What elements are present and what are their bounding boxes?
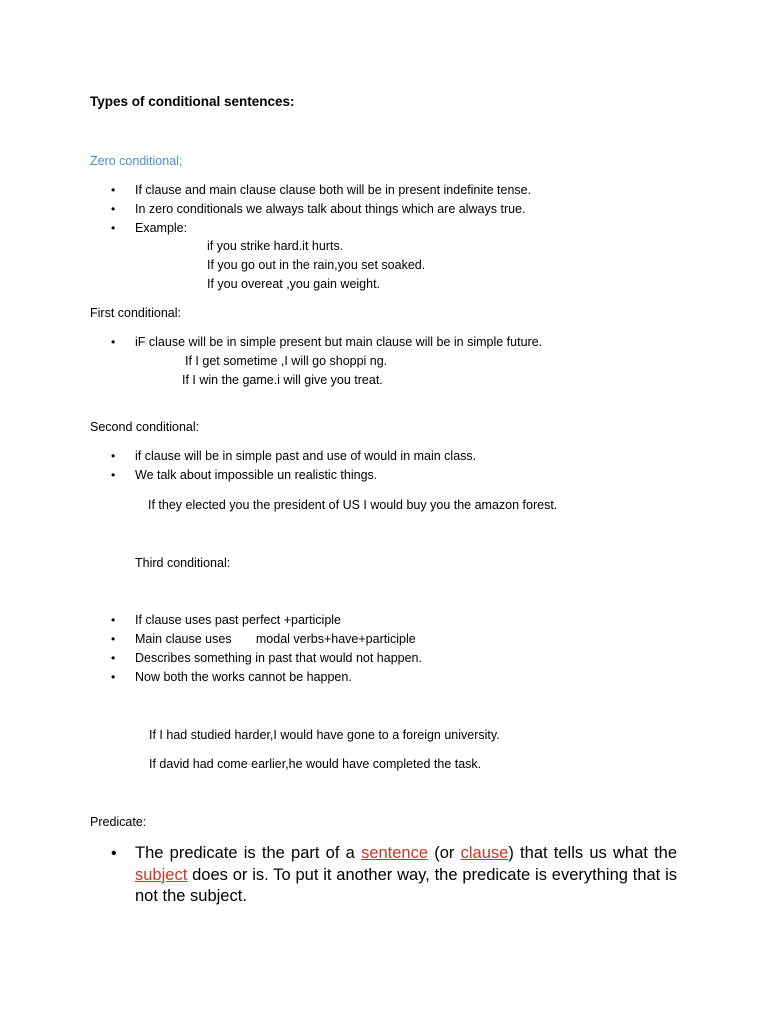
example-line: If you overeat ,you gain weight.	[207, 277, 381, 291]
second-conditional-title: Second conditional:	[90, 420, 200, 434]
predicate-paragraph	[135, 843, 677, 908]
zero-conditional-title: Zero conditional;	[90, 154, 183, 168]
link-sentence[interactable]: sentence	[361, 844, 429, 862]
link-clause[interactable]: clause	[460, 844, 509, 862]
example-line: If I get sometime ,I will go shoppi ng.	[185, 354, 388, 368]
page-title: Types of conditional sentences:	[90, 94, 295, 109]
example-line: If david had come earlier,he would have completed the task.	[149, 757, 482, 771]
list-item: If clause uses past perfect +participle	[135, 613, 342, 627]
third-conditional-title: Third conditional:	[135, 556, 231, 570]
list-item: If clause and main clause clause both will be in present indefinite tense.	[135, 183, 532, 197]
bullet-dot: •	[111, 221, 116, 235]
bullet-dot: •	[111, 335, 116, 349]
list-item: We talk about impossible un realistic things.	[135, 468, 378, 482]
list-item: Main clause uses modal verbs+have+participle	[135, 632, 416, 646]
bullet-dot: •	[111, 202, 116, 216]
example-line: if you strike hard.it hurts.	[207, 239, 344, 253]
predicate-title: Predicate:	[90, 815, 147, 829]
predicate-text: does or is. To put it another way, the predicate is everything that is not the subject.	[135, 865, 677, 905]
bullet-dot: •	[111, 670, 116, 684]
bullet-dot: •	[111, 613, 116, 627]
example-line: If they elected you the president of US I would buy you the amazon forest.	[148, 498, 558, 512]
example-line: If I win the game.i will give you treat.	[182, 373, 383, 387]
bullet-dot: •	[111, 449, 116, 463]
bullet-dot: •	[111, 468, 116, 482]
example-line: If you go out in the rain,you set soaked.	[207, 258, 426, 272]
list-item: In zero conditionals we always talk about things which are always true.	[135, 202, 526, 216]
first-conditional-title: First conditional:	[90, 306, 182, 320]
list-item: Now both the works cannot be happen.	[135, 670, 352, 684]
predicate-text: ) that tells us what the	[508, 844, 678, 862]
predicate-text: (or	[428, 844, 461, 862]
bullet-dot: •	[111, 651, 116, 665]
list-item: Describes something in past that would not happen.	[135, 651, 422, 665]
list-item: iF clause will be in simple present but main clause will be in simple future.	[135, 335, 543, 349]
bullet-dot: •	[111, 632, 116, 646]
predicate-text: The predicate is the part of a	[135, 844, 362, 862]
bullet-dot: •	[111, 183, 116, 197]
list-item: if clause will be in simple past and use of would in main class.	[135, 449, 477, 463]
example-line: If I had studied harder,I would have gone to a foreign university.	[149, 728, 500, 742]
link-subject[interactable]: subject	[135, 865, 188, 884]
list-item: Example:	[135, 221, 188, 235]
bullet-dot: •	[111, 845, 117, 862]
